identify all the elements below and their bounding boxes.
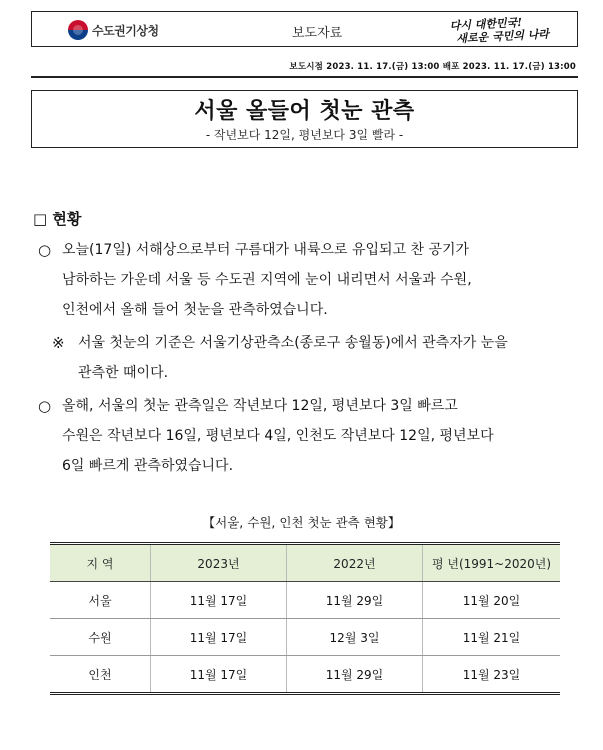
table-header-row xyxy=(50,544,560,582)
table-cell: 11월 21일 xyxy=(423,619,561,656)
paragraph-line: 올해, 서울의 첫눈 관측일은 작년보다 12일, 평년보다 3일 빠르고 xyxy=(62,398,458,414)
table-cell: 수원 xyxy=(50,619,151,656)
government-slogan xyxy=(449,12,590,47)
table-cell: 11월 29일 xyxy=(287,582,423,619)
title-box xyxy=(31,90,578,148)
paragraph-line: 남하하는 가운데 서울 등 수도권 지역에 눈이 내리면서 서울과 수원, xyxy=(62,272,472,288)
paragraph-1 xyxy=(38,235,583,325)
agency-logo xyxy=(68,20,159,40)
table-row xyxy=(50,656,560,694)
table-cell: 12월 3일 xyxy=(287,619,423,656)
table-cell: 11월 17일 xyxy=(151,656,287,694)
note-mark-icon: ※ xyxy=(52,334,65,352)
main-title: 서울 올들어 첫눈 관측 xyxy=(194,98,415,124)
table-header-cell: 2022년 xyxy=(287,544,423,582)
table-caption: 【서울, 수원, 인천 첫눈 관측 현황】 xyxy=(202,515,401,530)
slogan-line-1: 다시 대한민국! xyxy=(449,15,523,33)
paragraph-2 xyxy=(38,391,583,481)
table-header-cell: 평 년(1991~2020년) xyxy=(423,544,561,582)
bullet-circle-icon: ○ xyxy=(38,397,52,415)
paragraph-line: 수원은 작년보다 16일, 평년보다 4일, 인천도 작년보다 12일, 평년보다 xyxy=(62,428,494,444)
table-cell: 11월 17일 xyxy=(151,582,287,619)
note-paragraph xyxy=(52,328,582,388)
paragraph-line: 오늘(17일) 서해상으로부터 구름대가 내륙으로 유입되고 찬 공기가 xyxy=(62,242,470,258)
first-snow-table xyxy=(50,542,560,695)
section-heading-text: 현황 xyxy=(52,210,82,228)
table-header-cell: 지 역 xyxy=(50,544,151,582)
section-heading xyxy=(33,208,81,229)
paragraph-line: 6일 빠르게 관측하였습니다. xyxy=(62,458,234,474)
taegeuk-logo-icon xyxy=(68,20,88,40)
table-cell: 서울 xyxy=(50,582,151,619)
release-info: 보도시점 2023. 11. 17.(금) 13:00 배포 2023. 11. 17.(금) 13:00 xyxy=(289,62,576,72)
table-cell: 11월 29일 xyxy=(287,656,423,694)
slogan-line-2: 새로운 국민의 나라 xyxy=(456,27,550,46)
paragraph-line: 인천에서 올해 들어 첫눈을 관측하였습니다. xyxy=(62,302,328,318)
doc-type-label: 보도자료 xyxy=(292,26,343,41)
table-row xyxy=(50,582,560,619)
table-cell: 11월 23일 xyxy=(423,656,561,694)
agency-name: 수도권기상청 xyxy=(92,23,159,38)
table-cell: 인천 xyxy=(50,656,151,694)
release-divider xyxy=(31,76,578,78)
note-line: 서울 첫눈의 기준은 서울기상관측소(종로구 송월동)에서 관측자가 눈을 xyxy=(78,335,508,351)
table-row xyxy=(50,619,560,656)
table-cell: 11월 17일 xyxy=(151,619,287,656)
note-line: 관측한 때이다. xyxy=(78,365,169,381)
table-header-cell: 2023년 xyxy=(151,544,287,582)
section-marker: □ xyxy=(33,210,48,228)
sub-title: - 작년보다 12일, 평년보다 3일 빨라 - xyxy=(205,128,404,142)
table-cell: 11월 20일 xyxy=(423,582,561,619)
bullet-circle-icon: ○ xyxy=(38,241,52,259)
press-header xyxy=(31,11,578,47)
